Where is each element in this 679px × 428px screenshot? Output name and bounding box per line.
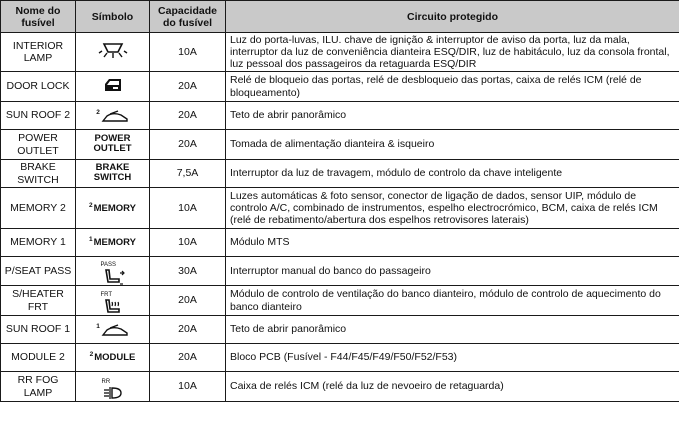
table-row xyxy=(1,188,679,229)
fuse-circuit: Luz do porta-luvas, ILU. chave de ignição & interruptor de aviso da porta, luz da mala, interruptor da luz de conveniência dianteira ESQ/DIR, luz de habitáculo, luz da consola frontal, luz pessoal dos passageiros da retaguarda ESQ/DIR xyxy=(226,33,679,72)
fuse-symbol xyxy=(76,188,150,229)
symbol-superscript: 2 xyxy=(88,201,93,209)
fuse-name: BRAKE SWITCH xyxy=(1,160,76,188)
fuse-name: P/SEAT PASS xyxy=(1,257,76,286)
symbol-text: POWER OUTLET xyxy=(93,133,132,155)
fuse-symbol xyxy=(76,72,150,102)
fuse-capacity: 10A xyxy=(150,229,226,257)
passenger-seat-icon xyxy=(101,262,125,285)
fuse-circuit: Interruptor da luz de travagem, módulo de controlo da chave inteligente xyxy=(226,160,679,188)
fuse-symbol xyxy=(76,372,150,402)
fuse-capacity: 7,5A xyxy=(150,160,226,188)
fuse-capacity: 20A xyxy=(150,344,226,372)
rear-fog-lamp-icon xyxy=(102,379,124,400)
fuse-circuit: Módulo de controlo de ventilação do banco dianteiro, módulo de controlo de aquecimento do banco dianteiro xyxy=(226,286,679,316)
fuse-name: MEMORY 1 xyxy=(1,229,76,257)
header-fuse-name: Nome do fusível xyxy=(1,1,76,33)
header-symbol: Símbolo xyxy=(76,1,150,33)
fuse-name: POWER OUTLET xyxy=(1,130,76,160)
table-row xyxy=(1,130,679,160)
fuse-capacity: 10A xyxy=(150,188,226,229)
symbol-label: RR xyxy=(101,378,111,385)
symbol-text: MEMORY xyxy=(93,202,137,214)
fuse-name: INTERIOR LAMP xyxy=(1,33,76,72)
symbol-superscript: 2 xyxy=(89,351,94,359)
fuse-circuit: Teto de abrir panorâmico xyxy=(226,316,679,344)
fuse-symbol xyxy=(76,316,150,344)
symbol-label: FRT xyxy=(100,291,113,298)
sunroof-icon xyxy=(96,109,129,123)
fuse-name: RR FOG LAMP xyxy=(1,372,76,402)
fuse-name: SUN ROOF 2 xyxy=(1,102,76,130)
fuse-circuit: Luzes automáticas & foto sensor, conector de ligação de dados, sensor UIP, módulo de controlo A/C, combinado de instrumentos, espelho electrocrómico, BCM, caixa de relés ICM (relé de rebatimento/abertura dos espelhos retrovisores laterais) xyxy=(226,188,679,229)
fuse-capacity: 20A xyxy=(150,130,226,160)
table-row xyxy=(1,257,679,286)
fuse-capacity: 10A xyxy=(150,372,226,402)
fuse-symbol xyxy=(76,130,150,160)
fuse-circuit: Bloco PCB (Fusível - F44/F45/F49/F50/F52/F53) xyxy=(226,344,679,372)
fuse-circuit: Tomada de alimentação dianteira & isqueiro xyxy=(226,130,679,160)
seat-heater-icon xyxy=(101,292,125,315)
fuse-symbol xyxy=(76,257,150,286)
sunroof-icon xyxy=(96,323,129,337)
symbol-text: MODULE xyxy=(94,352,136,364)
fuse-capacity: 30A xyxy=(150,257,226,286)
fuse-name: SUN ROOF 1 xyxy=(1,316,76,344)
table-row xyxy=(1,372,679,402)
table-row xyxy=(1,160,679,188)
header-circuit: Circuito protegido xyxy=(226,1,679,33)
table-row xyxy=(1,344,679,372)
symbol-superscript: 1 xyxy=(96,322,100,330)
fuse-symbol xyxy=(76,160,150,188)
fuse-symbol xyxy=(76,33,150,72)
fuse-capacity: 20A xyxy=(150,286,226,316)
fuse-capacity: 20A xyxy=(150,316,226,344)
table-header-row xyxy=(1,1,679,33)
table-row xyxy=(1,286,679,316)
fuse-capacity: 20A xyxy=(150,102,226,130)
fuse-circuit: Interruptor manual do banco do passageiro xyxy=(226,257,679,286)
fuse-symbol xyxy=(76,229,150,257)
interior-lamp-icon xyxy=(98,41,128,59)
fuse-circuit: Teto de abrir panorâmico xyxy=(226,102,679,130)
fuse-name: S/HEATER FRT xyxy=(1,286,76,316)
fuse-symbol xyxy=(76,344,150,372)
table-row xyxy=(1,102,679,130)
table-row xyxy=(1,33,679,72)
fuse-capacity: 10A xyxy=(150,33,226,72)
door-lock-icon xyxy=(103,77,123,93)
symbol-superscript: 1 xyxy=(88,236,93,244)
fuse-name: MEMORY 2 xyxy=(1,188,76,229)
symbol-text: MEMORY xyxy=(93,237,137,249)
fuse-circuit: Caixa de relés ICM (relé da luz de nevoeiro de retaguarda) xyxy=(226,372,679,402)
fuse-name: DOOR LOCK xyxy=(1,72,76,102)
symbol-text: BRAKE SWITCH xyxy=(93,162,132,184)
fuse-circuit: Relé de bloqueio das portas, relé de desbloqueio das portas, caixa de relés ICM (relé de bloqueamento) xyxy=(226,72,679,102)
symbol-superscript: 2 xyxy=(96,108,100,116)
fuse-symbol xyxy=(76,286,150,316)
fuse-name: MODULE 2 xyxy=(1,344,76,372)
fuse-symbol xyxy=(76,102,150,130)
table-row xyxy=(1,72,679,102)
symbol-label: PASS xyxy=(100,262,117,268)
fuse-circuit: Módulo MTS xyxy=(226,229,679,257)
fuse-capacity: 20A xyxy=(150,72,226,102)
table-row xyxy=(1,229,679,257)
header-capacity: Capacidade do fusível xyxy=(150,1,226,33)
table-row xyxy=(1,316,679,344)
